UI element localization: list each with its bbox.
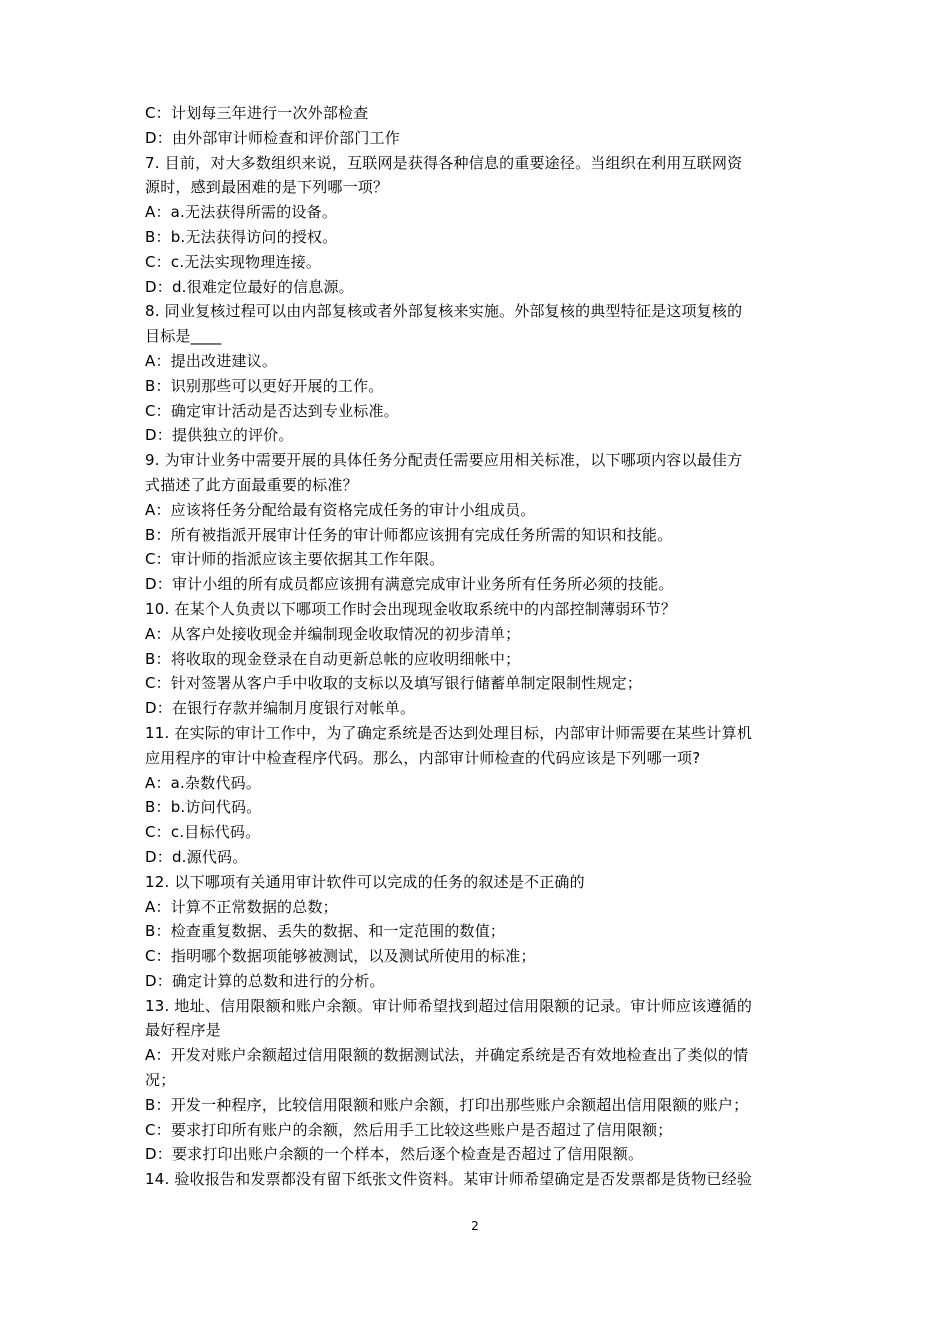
- text-line: D：确定计算的总数和进行的分析。: [145, 971, 385, 990]
- text-line: 目标是____: [145, 327, 222, 346]
- text-line: B：将收取的现金登录在自动更新总帐的应收明细帐中；: [145, 649, 521, 668]
- text-line: 最好程序是: [145, 1021, 222, 1040]
- text-line: B：b.访问代码。: [145, 798, 262, 817]
- text-line: B：开发一种程序，比较信用限额和账户余额，打印出那些账户余额超出信用限额的账户；: [145, 1095, 749, 1114]
- text-line: D：提供独立的评价。: [145, 426, 294, 445]
- text-line: C：c.目标代码。: [145, 823, 261, 842]
- text-line: 式描述了此方面最重要的标准？: [145, 475, 358, 494]
- text-line: D：审计小组的所有成员都应该拥有满意完成审计业务所有任务所必须的技能。: [145, 575, 674, 594]
- text-line: 9. 为审计业务中需要开展的具体任务分配责任需要应用相关标准，以下哪项内容以最佳方: [145, 451, 743, 470]
- text-line: C：指明哪个数据项能够被测试，以及测试所使用的标准；: [145, 947, 536, 966]
- text-line: D：由外部审计师检查和评价部门工作: [145, 128, 400, 147]
- text-line: 11. 在实际的审计工作中，为了确定系统是否达到处理目标，内部审计师需要在某些计算机: [145, 723, 753, 742]
- page-number: 2: [471, 1219, 479, 1233]
- text-line: C：计划每三年进行一次外部检查: [145, 104, 369, 122]
- text-line: B：所有被指派开展审计任务的审计师都应该拥有完成任务所需的知识和技能。: [145, 525, 673, 544]
- text-line: 10. 在某个人负责以下哪项工作时会出现现金收取系统中的内部控制薄弱环节？: [145, 599, 677, 618]
- text-line: D：在银行存款并编制月度银行对帐单。: [145, 699, 416, 718]
- text-line: D：要求打印出账户余额的一个样本，然后逐个检查是否超过了信用限额。: [145, 1145, 644, 1164]
- text-line: D：d.源代码。: [145, 847, 248, 866]
- text-line: A：计算不正常数据的总数；: [145, 897, 338, 916]
- text-line: 应用程序的审计中检查程序代码。那么，内部审计师检查的代码应该是下列哪一项?: [145, 748, 701, 767]
- text-line: B：b.无法获得访问的授权。: [145, 227, 338, 246]
- page-body: [145, 101, 815, 1192]
- text-line: A：a.杂数代码。: [145, 773, 262, 792]
- text-line: D：d.很难定位最好的信息源。: [145, 277, 354, 296]
- text-line: 12. 以下哪项有关通用审计软件可以完成的任务的叙述是不正确的: [145, 872, 585, 891]
- text-line: C：c.无法实现物理连接。: [145, 252, 322, 271]
- text-line: C：要求打印所有账户的余额，然后用手工比较这些账户是否超过了信用限额；: [145, 1120, 673, 1139]
- text-line: 13. 地址、信用限额和账户余额。审计师希望找到超过信用限额的记录。审计师应该遵循的: [145, 996, 753, 1015]
- text-line: 7. 目前，对大多数组织来说，互联网是获得各种信息的重要途径。当组织在利用互联网资: [145, 153, 743, 172]
- text-line: A：提出改进建议。: [145, 351, 278, 370]
- text-line: 况；: [145, 1071, 176, 1090]
- text-line: 8. 同业复核过程可以由内部复核或者外部复核来实施。外部复核的典型特征是这项复核的: [145, 302, 743, 321]
- text-line: B：识别那些可以更好开展的工作。: [145, 376, 384, 395]
- text-line: A：开发对账户余额超过信用限额的数据测试法，并确定系统是否有效地检查出了类似的情: [145, 1046, 749, 1065]
- text-line: B：检查重复数据、丢失的数据、和一定范围的数值；: [145, 922, 506, 941]
- text-line: A：从客户处接收现金并编制现金收取情况的初步清单；: [145, 624, 521, 643]
- text-line: A：a.无法获得所需的设备。: [145, 203, 338, 222]
- text-line: 14. 验收报告和发票都没有留下纸张文件资料。某审计师希望确定是否发票都是货物已经验: [145, 1170, 753, 1189]
- text-line: 源时，感到最困难的是下列哪一项？: [145, 178, 389, 197]
- text-line: C：针对签署从客户手中收取的支标以及填写银行储蓄单制定限制性规定；: [145, 674, 643, 693]
- text-line: C：审计师的指派应该主要依据其工作年限。: [145, 550, 445, 569]
- text-line: A：应该将任务分配给最有资格完成任务的审计小组成员。: [145, 500, 536, 519]
- text-line: C：确定审计活动是否达到专业标准。: [145, 401, 399, 420]
